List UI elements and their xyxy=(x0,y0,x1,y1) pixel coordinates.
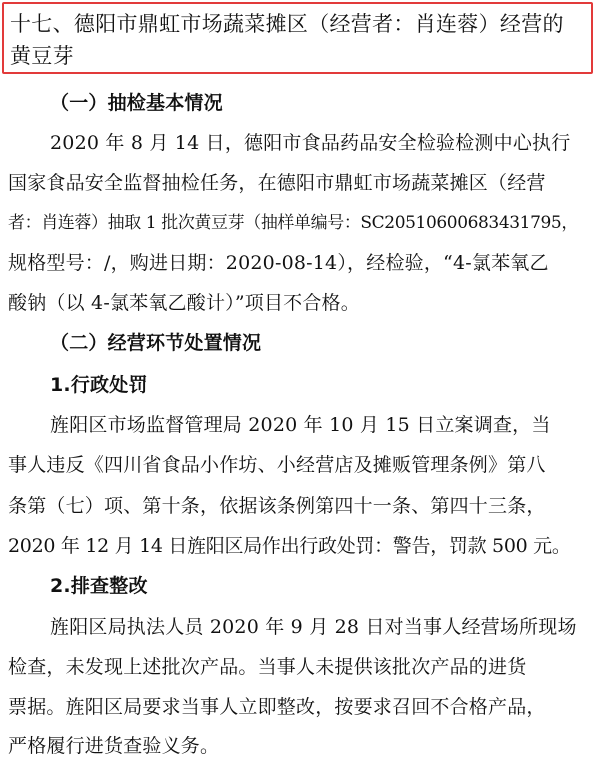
subsection-1-line-1: 旌阳区市场监督管理局 2020 年 10 月 15 日立案调查，当 xyxy=(50,414,551,436)
title-line-1: 十七、德阳市鼎虹市场蔬菜摊区（经营者：肖连蓉）经营的 xyxy=(10,12,564,36)
subsection-1-line-2: 事人违反《四川省食品小作坊、小经营店及摊贩管理条例》第八 xyxy=(8,454,546,476)
subsection-2-line-3: 票据。旌阳区局要求当事人立即整改，按要求召回不合格产品， xyxy=(8,696,546,718)
subsection-1-line-3: 条第（七）项、第十条，依据该条例第四十一条、第四十三条， xyxy=(8,495,546,517)
title-highlight-box xyxy=(2,2,593,74)
section-1-line-1: 2020 年 8 月 14 日，德阳市食品药品安全检验检测中心执行 xyxy=(50,132,571,154)
subsection-2-line-4: 严格履行进货查验义务。 xyxy=(8,735,220,757)
subsection-2-line-1: 旌阳区局执法人员 2020 年 9 月 28 日对当事人经营场所现场 xyxy=(50,616,577,638)
subsection-1-heading: 1.行政处罚 xyxy=(50,374,148,396)
subsection-2-line-2: 检查，未发现上述批次产品。当事人未提供该批次产品的进货 xyxy=(8,656,527,678)
section-1-line-3: 者：肖连蓉）抽取 1 批次黄豆芽（抽样单编号：SC20510600683431795， xyxy=(8,213,578,233)
section-2-heading: （二）经营环节处置情况 xyxy=(50,332,262,354)
section-1-line-5: 酸钠（以 4-氯苯氧乙酸计）”项目不合格。 xyxy=(8,292,360,314)
subsection-1-line-4: 2020 年 12 月 14 日旌阳区局作出行政处罚：警告，罚款 500 元。 xyxy=(8,535,571,557)
section-1-line-2: 国家食品安全监督抽检任务，在德阳市鼎虹市场蔬菜摊区（经营 xyxy=(8,172,546,194)
section-1-line-4: 规格型号：/，购进日期：2020-08-14），经检验，“4-氯苯氧乙 xyxy=(8,252,549,274)
section-1-heading: （一）抽检基本情况 xyxy=(50,92,223,114)
title-line-2: 黄豆芽 xyxy=(10,44,74,68)
subsection-2-heading: 2.排查整改 xyxy=(50,575,148,597)
